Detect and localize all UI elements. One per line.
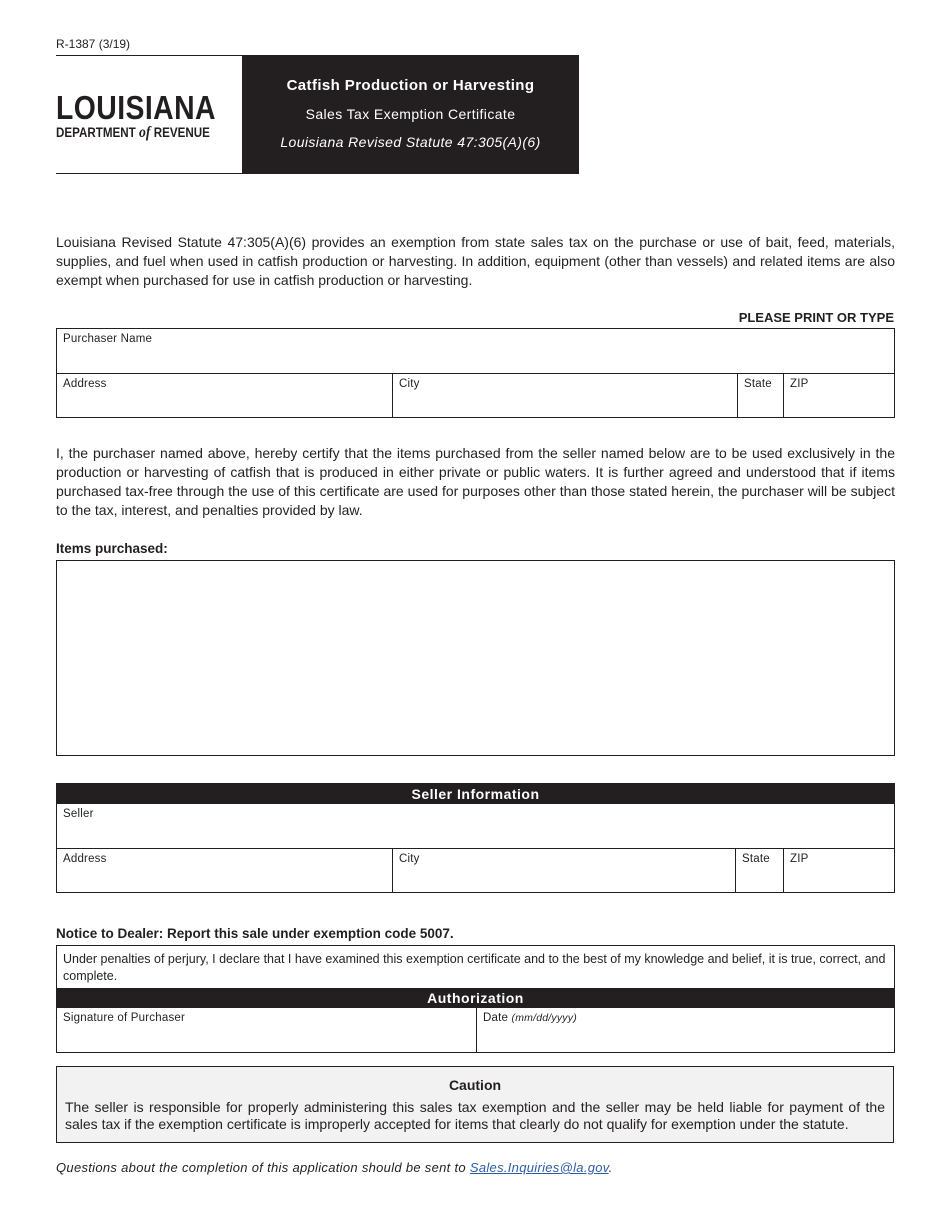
purchaser-city-label: City — [399, 378, 420, 390]
seller-zip-field[interactable] — [784, 849, 894, 893]
email-link[interactable]: Sales.Inquiries@la.gov — [469, 1160, 609, 1175]
purchaser-name-field[interactable] — [57, 329, 894, 374]
seller-section-header: Seller Information — [57, 784, 894, 804]
date-label — [483, 1012, 577, 1024]
seller-state-field[interactable] — [736, 849, 783, 893]
signature-label: Signature of Purchaser — [63, 1012, 186, 1024]
department-logo — [56, 55, 242, 174]
purchaser-signature-field[interactable] — [57, 1008, 476, 1052]
seller-name-label: Seller — [63, 808, 94, 820]
print-notice: PLEASE PRINT OR TYPE — [738, 310, 894, 325]
purchaser-city-field[interactable] — [393, 374, 737, 418]
seller-address-field[interactable] — [57, 849, 392, 893]
caution-title: Caution — [448, 1077, 502, 1093]
form-subtitle: Sales Tax Exemption Certificate — [305, 106, 516, 122]
logo-state-name: LOUISIANA — [56, 89, 216, 126]
certification-paragraph: I, the purchaser named above, hereby certify that the items purchased from the seller named below are to be used exclusively in the production or harvesting of catfish that is produced in either private or public waters. It is further agreed and understood that if items purchased tax-free through the use of this certificate are used for purposes other than those stated herein, the purchaser will be subject to the tax, interest, and penalties provided by law. — [56, 445, 895, 518]
authorization-header: Authorization — [57, 988, 894, 1008]
form-statute: Louisiana Revised Statute 47:305(A)(6) — [280, 134, 541, 150]
purchaser-section — [56, 328, 895, 418]
purchaser-name-label: Purchaser Name — [63, 333, 153, 345]
caution-box — [56, 1066, 894, 1143]
date-format-hint: (mm/dd/yyyy) — [511, 1012, 577, 1024]
items-purchased-field[interactable] — [56, 560, 895, 756]
logo-sub-of: of — [139, 124, 151, 141]
form-number: R-1387 (3/19) — [56, 37, 131, 51]
date-field[interactable] — [477, 1008, 894, 1052]
form-title: Catfish Production or Harvesting — [286, 77, 535, 94]
perjury-statement: Under penalties of perjury, I declare that I have examined this exemption certificate and to the best of my knowledge and belief, it is true, correct, and complete. — [63, 952, 886, 983]
seller-state-label: State — [742, 853, 770, 865]
items-purchased-label: Items purchased: — [56, 541, 168, 556]
footer-note — [56, 1160, 613, 1175]
notice-to-dealer: Notice to Dealer: Report this sale under exemption code 5007. — [56, 926, 454, 941]
purchaser-zip-label: ZIP — [790, 378, 809, 390]
purchaser-state-field[interactable] — [738, 374, 783, 418]
purchaser-address-field[interactable] — [57, 374, 392, 418]
seller-address-label: Address — [63, 853, 107, 865]
seller-name-field[interactable] — [57, 804, 894, 849]
footer-period: . — [608, 1160, 613, 1175]
logo-department-name — [56, 124, 210, 142]
purchaser-address-label: Address — [63, 378, 107, 390]
seller-zip-label: ZIP — [790, 853, 809, 865]
title-block — [242, 55, 579, 174]
footer-text: Questions about the completion of this application should be sent to — [56, 1160, 470, 1175]
purchaser-state-label: State — [744, 378, 772, 390]
authorization-section — [56, 945, 895, 1053]
seller-city-field[interactable] — [393, 849, 735, 893]
seller-section — [56, 783, 895, 893]
caution-text: The seller is responsible for properly administering this sales tax exemption and the seller may be held liable for payment of the sales tax if the exemption certificate is improperly accepted for items that clearly do not qualify for exemption under the statute. — [65, 1099, 885, 1132]
date-label-text: Date — [483, 1012, 509, 1024]
intro-paragraph: Louisiana Revised Statute 47:305(A)(6) provides an exemption from state sales tax on the purchase or use of bait, feed, materials, supplies, and fuel when used in catfish production or harvesting. In addition, equipment (other than vessels) and related items are also exempt when purchased for use in catfish production or harvesting. — [56, 234, 895, 288]
logo-sub-part-1: DEPARTMENT — [56, 125, 136, 140]
logo-sub-part-2: REVENUE — [153, 125, 210, 140]
seller-city-label: City — [399, 853, 420, 865]
purchaser-zip-field[interactable] — [784, 374, 894, 418]
